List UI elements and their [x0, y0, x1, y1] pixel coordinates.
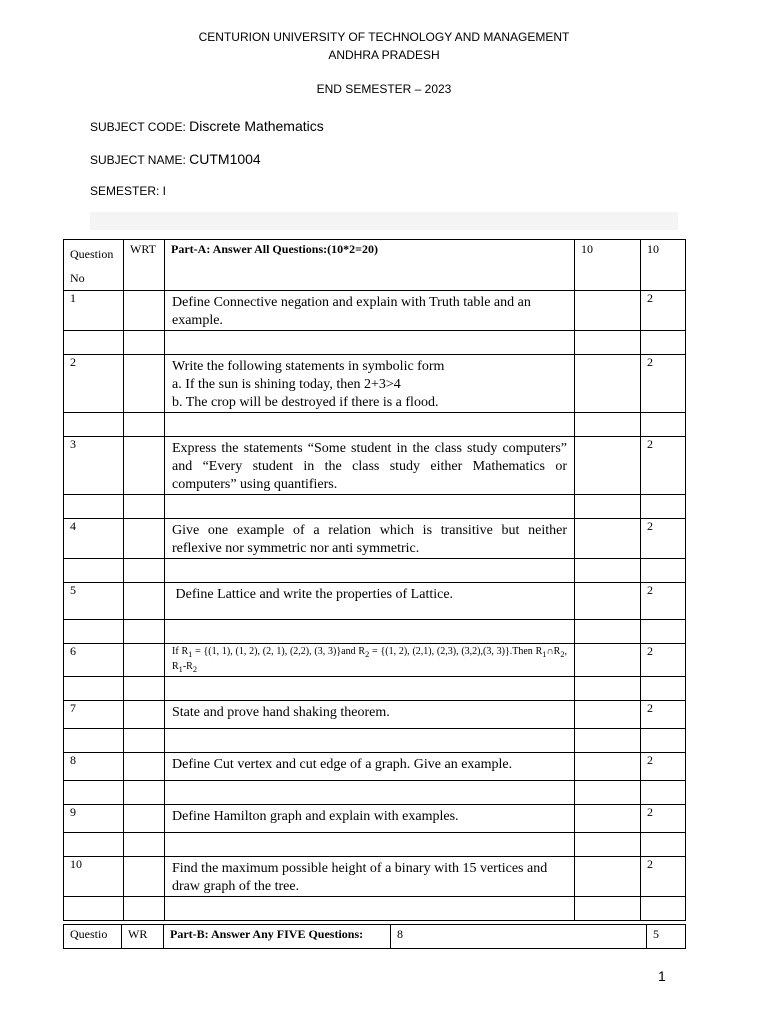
- wrt-cell: [124, 519, 165, 559]
- question-text: Define Connective negation and explain with Truth table and an example.: [165, 291, 575, 331]
- marks: 2: [641, 519, 686, 559]
- question-number: 3: [64, 437, 124, 495]
- table-header-row: [64, 925, 686, 949]
- wrt-cell: [124, 701, 165, 729]
- part-a-table: [63, 239, 686, 921]
- empty-cell: [575, 519, 641, 559]
- wrt-cell: [124, 805, 165, 833]
- table-header-row: [64, 240, 686, 291]
- spacer-row: [64, 559, 686, 583]
- state-name: ANDHRA PRADESH: [328, 48, 440, 62]
- empty-cell: [575, 701, 641, 729]
- table-row: [64, 753, 686, 781]
- wrt-cell: [124, 644, 165, 677]
- question-number: 4: [64, 519, 124, 559]
- question-number: 5: [64, 583, 124, 620]
- university-name: CENTURION UNIVERSITY OF TECHNOLOGY AND MANAGEMENT: [198, 30, 570, 44]
- wrt-cell: [124, 753, 165, 781]
- subject-code-value: Discrete Mathematics: [189, 118, 324, 134]
- subject-code: [90, 118, 324, 134]
- table-row: [64, 644, 686, 677]
- question-text: Define Cut vertex and cut edge of a graph. Give an example.: [165, 753, 575, 781]
- part-a-title: Part-A: Answer All Questions:(10*2=20): [165, 240, 575, 291]
- spacer-row: [64, 677, 686, 701]
- page-number: 1: [658, 968, 666, 984]
- spacer-row: [64, 331, 686, 355]
- empty-cell: [575, 644, 641, 677]
- empty-cell: [575, 437, 641, 495]
- marks: 2: [641, 857, 686, 897]
- wrt-cell: [124, 583, 165, 620]
- question-text: Define Lattice and write the properties of Lattice.: [165, 583, 575, 620]
- question-text: Find the maximum possible height of a binary with 15 vertices and draw graph of the tree.: [165, 857, 575, 897]
- marks: 2: [641, 291, 686, 331]
- marks: 2: [641, 437, 686, 495]
- table-row: [64, 805, 686, 833]
- spacer-row: [64, 495, 686, 519]
- spacer-row: [64, 781, 686, 805]
- question-text: State and prove hand shaking theorem.: [165, 701, 575, 729]
- part-b-title: Part-B: Answer Any FIVE Questions:: [164, 925, 391, 949]
- empty-cell: [575, 805, 641, 833]
- question-text: If $R_1 = \{(1$, 1), (1, 2), (2, 1), (2,2), (3, 3)}and $R_2 = \{(1$, 2), (2,1), (2,3), (3,2),(3, 3)}.Then $R_1\cap R_2$, $R_1-R_2$: [165, 644, 575, 677]
- marks: 2: [641, 753, 686, 781]
- col-4-header: 8: [391, 925, 647, 949]
- spacer-row: [64, 413, 686, 437]
- question-number: 1: [64, 291, 124, 331]
- table-row: [64, 355, 686, 413]
- table-row: [64, 857, 686, 897]
- table-row: [64, 701, 686, 729]
- subject-name: [90, 151, 261, 167]
- question-number: 9: [64, 805, 124, 833]
- subject-name-value: CUTM1004: [189, 151, 261, 167]
- col-wrt-header: WRT: [124, 240, 165, 291]
- marks: 2: [641, 805, 686, 833]
- question-text: Give one example of a relation which is transitive but neither reflexive nor symmetric nor anti symmetric.: [165, 519, 575, 559]
- spacer-row: [64, 897, 686, 921]
- question-number: 7: [64, 701, 124, 729]
- question-text: Define Hamilton graph and explain with examples.: [165, 805, 575, 833]
- empty-cell: [575, 753, 641, 781]
- question-number: 8: [64, 753, 124, 781]
- wrt-cell: [124, 355, 165, 413]
- col-5-header: 10: [641, 240, 686, 291]
- empty-cell: [575, 857, 641, 897]
- shaded-band: [90, 212, 678, 230]
- part-b-table: [63, 924, 686, 949]
- table-row: [64, 519, 686, 559]
- spacer-row: [64, 833, 686, 857]
- wrt-cell: [124, 437, 165, 495]
- col-question-header: Questio: [64, 925, 122, 949]
- table-row: [64, 437, 686, 495]
- question-number: 2: [64, 355, 124, 413]
- empty-cell: [575, 583, 641, 620]
- empty-cell: [575, 355, 641, 413]
- table-row: [64, 583, 686, 620]
- marks: 2: [641, 701, 686, 729]
- question-number: 6: [64, 644, 124, 677]
- col-question-header: Question No: [64, 240, 124, 291]
- spacer-row: [64, 729, 686, 753]
- spacer-row: [64, 620, 686, 644]
- wrt-cell: [124, 857, 165, 897]
- subject-code-label: SUBJECT CODE:: [90, 120, 186, 134]
- question-text: Write the following statements in symbolic form a. If the sun is shining today, then 2+3>4 b. The crop will be destroyed if there is a flood.: [165, 355, 575, 413]
- table-row: [64, 291, 686, 331]
- question-number: 10: [64, 857, 124, 897]
- col-4-header: 10: [575, 240, 641, 291]
- marks: 2: [641, 355, 686, 413]
- col-5-header: 5: [647, 925, 686, 949]
- marks: 2: [641, 644, 686, 677]
- exam-title: END SEMESTER – 2023: [316, 82, 452, 96]
- semester: SEMESTER: I: [90, 184, 167, 198]
- marks: 2: [641, 583, 686, 620]
- empty-cell: [575, 291, 641, 331]
- subject-name-label: SUBJECT NAME:: [90, 153, 186, 167]
- question-text: Express the statements “Some student in the class study computers” and “Every student in the class study either Mathematics or computers” using quantifiers.: [165, 437, 575, 495]
- col-wrt-header: WR: [122, 925, 164, 949]
- wrt-cell: [124, 291, 165, 331]
